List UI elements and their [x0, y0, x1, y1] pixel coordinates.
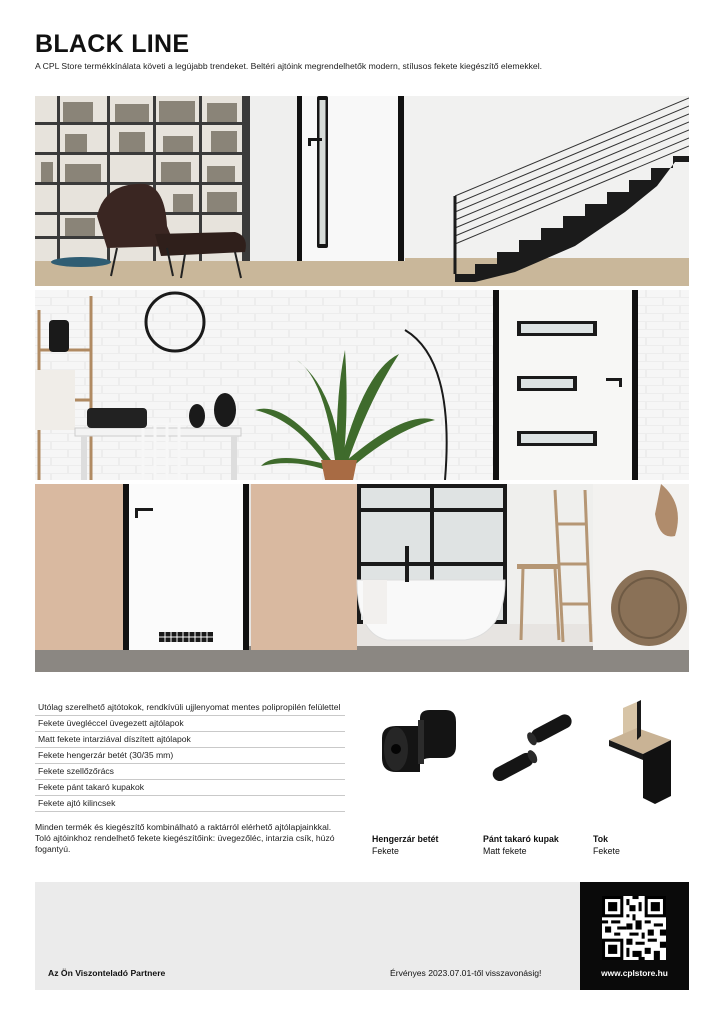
validity-label: Érvényes 2023.07.01-től visszavonásig!: [390, 968, 542, 978]
qr-code-icon[interactable]: [602, 896, 666, 960]
living-room-stairs-photo: [35, 96, 689, 286]
combination-note: Minden termék és kiegészítő kombinálható a raktárról elérhető ajtólapjainkkal. Toló ajtóinkhoz rendelhető fekete kiegészítőink: üvegezőléc, intarzia csík, húzó fogantyú.: [35, 822, 335, 854]
list-item: Matt fekete intarziával díszített ajtólapok: [35, 732, 345, 748]
list-item: Fekete szellőzőrács: [35, 764, 345, 780]
lock-cylinder-icon: [372, 700, 468, 790]
list-item: Fekete üvegléccel üvegezett ajtólapok: [35, 716, 345, 732]
product-name: Hengerzár betét: [372, 834, 439, 844]
list-item: Fekete pánt takaró kupakok: [35, 780, 345, 796]
list-item: Utólag szerelhető ajtótokok, rendkívüli ujjlenyomat mentes polipropilén felülettel: [35, 702, 345, 716]
product-door-frame: [593, 700, 673, 856]
page-subtitle: A CPL Store termékkínálata követi a legújabb trendeket. Beltéri ajtóink megrendelhetők modern, stílusos fekete kiegészítő elemekkel.: [35, 61, 542, 71]
beige-wall-bathroom-photo: [35, 484, 689, 672]
hinge-cap-icon: [483, 700, 583, 790]
page-title: BLACK LINE: [35, 30, 190, 58]
list-item: Fekete ajtó kilincsek: [35, 796, 345, 812]
product-hinge-cap: [483, 700, 583, 856]
product-lock-cylinder: [372, 700, 468, 856]
footer-bar: [35, 882, 689, 990]
brick-wall-door-photo: [35, 290, 689, 480]
door-frame-icon: [593, 700, 673, 804]
product-color: Fekete: [593, 846, 620, 856]
product-color: Matt fekete: [483, 846, 527, 856]
feature-list: [35, 702, 345, 812]
list-item: Fekete hengerzár betét (30/35 mm): [35, 748, 345, 764]
qr-panel: [580, 882, 689, 990]
product-name: Tok: [593, 834, 608, 844]
website-link[interactable]: www.cplstore.hu: [601, 968, 668, 978]
partner-label: Az Ön Viszonteladó Partnere: [48, 968, 166, 978]
product-name: Pánt takaró kupak: [483, 834, 559, 844]
product-color: Fekete: [372, 846, 399, 856]
